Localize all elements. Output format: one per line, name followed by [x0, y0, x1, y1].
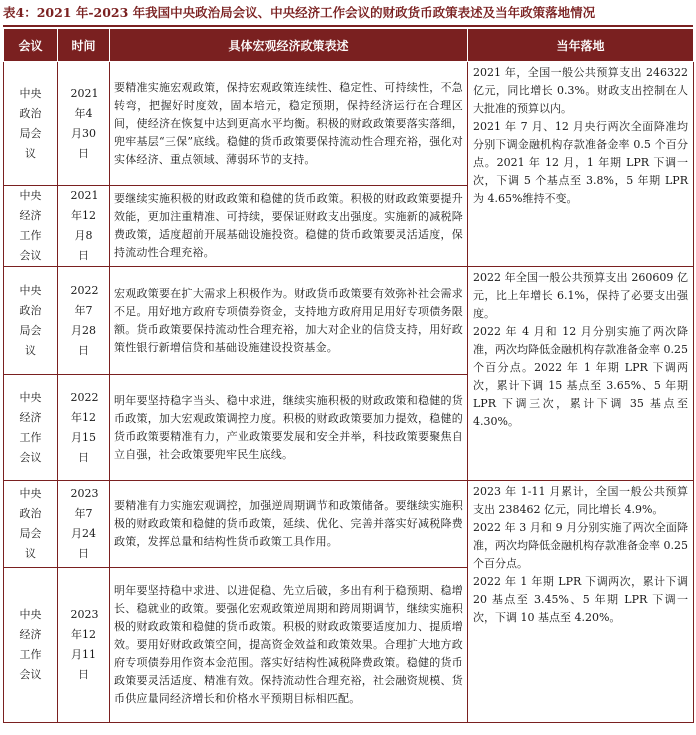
result-paragraph: 2022 年 1 年期 LPR 下调两次，累计下调 20 基点至 3.45%、5 年期 LPR 下调一次，下调 10 基点至 4.20%。 — [473, 575, 688, 624]
meeting-cell: 中央政治局会议 — [4, 267, 58, 375]
table-row — [4, 62, 694, 186]
meeting-cell: 中央政治局会议 — [4, 62, 58, 186]
meeting-cell: 中央经济工作会议 — [4, 186, 58, 267]
header-time: 时间 — [58, 29, 110, 62]
policy-cell: 要精准有力实施宏观调控，加强逆周期调节和政策储备。要继续实施积极的财政政策和稳健的货币政策，延续、优化、完善并落实好减税降费政策，发挥总量和结构性货币政策工具作用。 — [110, 481, 468, 568]
table-row — [4, 481, 694, 568]
meeting-cell: 中央经济工作会议 — [4, 568, 58, 723]
title-rule — [3, 25, 693, 27]
table-row — [4, 267, 694, 375]
policy-table — [3, 28, 694, 723]
result-paragraph: 2022 年 4 月和 12 月分别实施了两次降准，两次均降低金融机构存款准备金率 0.25 个百分点。2022 年 1 年期 LPR 下调两次，累计下调 15 基点至 3.65%、5 年期 LPR 下调三次，累计下调 35 基点至 4.30%。 — [473, 325, 688, 428]
result-paragraph: 2022 年 3 月和 9 月分别实施了两次全面降准，两次均降低金融机构存款准备金率 0.25 个百分点。 — [473, 521, 688, 570]
result-paragraph: 2022 年全国一般公共预算支出 260609 亿元，比上年增长 6.1%，保持了必要支出强度。 — [473, 271, 688, 320]
time-cell: 2021年4月30日 — [58, 62, 110, 186]
time-cell: 2021年12月8日 — [58, 186, 110, 267]
time-cell: 2022年12月15日 — [58, 375, 110, 481]
result-cell — [468, 62, 694, 267]
table-title: 表4：2021 年-2023 年我国中央政治局会议、中央经济工作会议的财政货币政策表述及当年政策落地情况 — [3, 5, 596, 20]
header-meeting: 会议 — [4, 29, 58, 62]
header-row — [4, 29, 694, 62]
result-cell — [468, 481, 694, 723]
header-result: 当年落地 — [468, 29, 694, 62]
result-paragraph: 2021 年 7 月、12 月央行两次全面降准均分别下调金融机构存款准备金率 0.5 个百分点。2021 年 12 月，1 年期 LPR 下调一次，下调 5 个基点至 3.8%，5 年期 LPR 为 4.65%维持不变。 — [473, 120, 688, 205]
result-paragraph: 2023 年 1-11 月累计，全国一般公共预算支出 238462 亿元，同比增长 4.9%。 — [473, 485, 688, 516]
time-cell: 2023年12月11日 — [58, 568, 110, 723]
result-cell — [468, 267, 694, 481]
policy-cell: 要精准实施宏观政策，保持宏观政策连续性、稳定性、可持续性，不急转弯，把握好时度效，固本培元，稳定预期，保持经济运行在合理区间，使经济在恢复中达到更高水平均衡。积极的财政政策要落实落细，兜牢基层“三保”底线。稳健的货币政策要保持流动性合理充裕，强化对实体经济、重点领域、薄弱环节的支持。 — [110, 62, 468, 186]
time-cell: 2022年7月28日 — [58, 267, 110, 375]
policy-cell: 要继续实施积极的财政政策和稳健的货币政策。积极的财政政策要提升效能，更加注重精准、可持续，要保证财政支出强度。实施新的减税降费政策，适度超前开展基础设施投资。稳健的货币政策要灵活适度，保持流动性合理充裕。 — [110, 186, 468, 267]
time-cell: 2023年7月24日 — [58, 481, 110, 568]
policy-cell: 明年要坚持稳中求进、以进促稳、先立后破，多出有利于稳预期、稳增长、稳就业的政策。要强化宏观政策逆周期和跨周期调节，继续实施积极的财政政策和稳健的货币政策。积极的财政政策要适度加力、提质增效。要用好财政政策空间，提高资金效益和政策效果。合理扩大地方政府专项债券用作资本金范围。落实好结构性减税降费政策。稳健的货币政策要灵活适度、精准有效。保持流动性合理充裕，社会融资规模、货币供应量同经济增长和价格水平预期目标相匹配。 — [110, 568, 468, 723]
meeting-cell: 中央政治局会议 — [4, 481, 58, 568]
policy-cell: 明年要坚持稳字当头、稳中求进，继续实施积极的财政政策和稳健的货币政策，加大宏观政策调控力度。积极的财政政策要加力提效，稳健的货币政策要精准有力，产业政策要发展和安全并举，科技政策要聚焦自立自强，社会政策要兜牢民生底线。 — [110, 375, 468, 481]
result-paragraph: 2021 年，全国一般公共预算支出 246322 亿元，同比增长 0.3%。财政支出控制在人大批准的预算以内。 — [473, 66, 688, 115]
meeting-cell: 中央经济工作会议 — [4, 375, 58, 481]
policy-cell: 宏观政策要在扩大需求上积极作为。财政货币政策要有效弥补社会需求不足。用好地方政府专项债券资金，支持地方政府用足用好专项债务限额。货币政策要保持流动性合理充裕，加大对企业的信贷支持，用好政策性银行新增信贷和基础设施建设投资基金。 — [110, 267, 468, 375]
header-policy: 具体宏观经济政策表述 — [110, 29, 468, 62]
